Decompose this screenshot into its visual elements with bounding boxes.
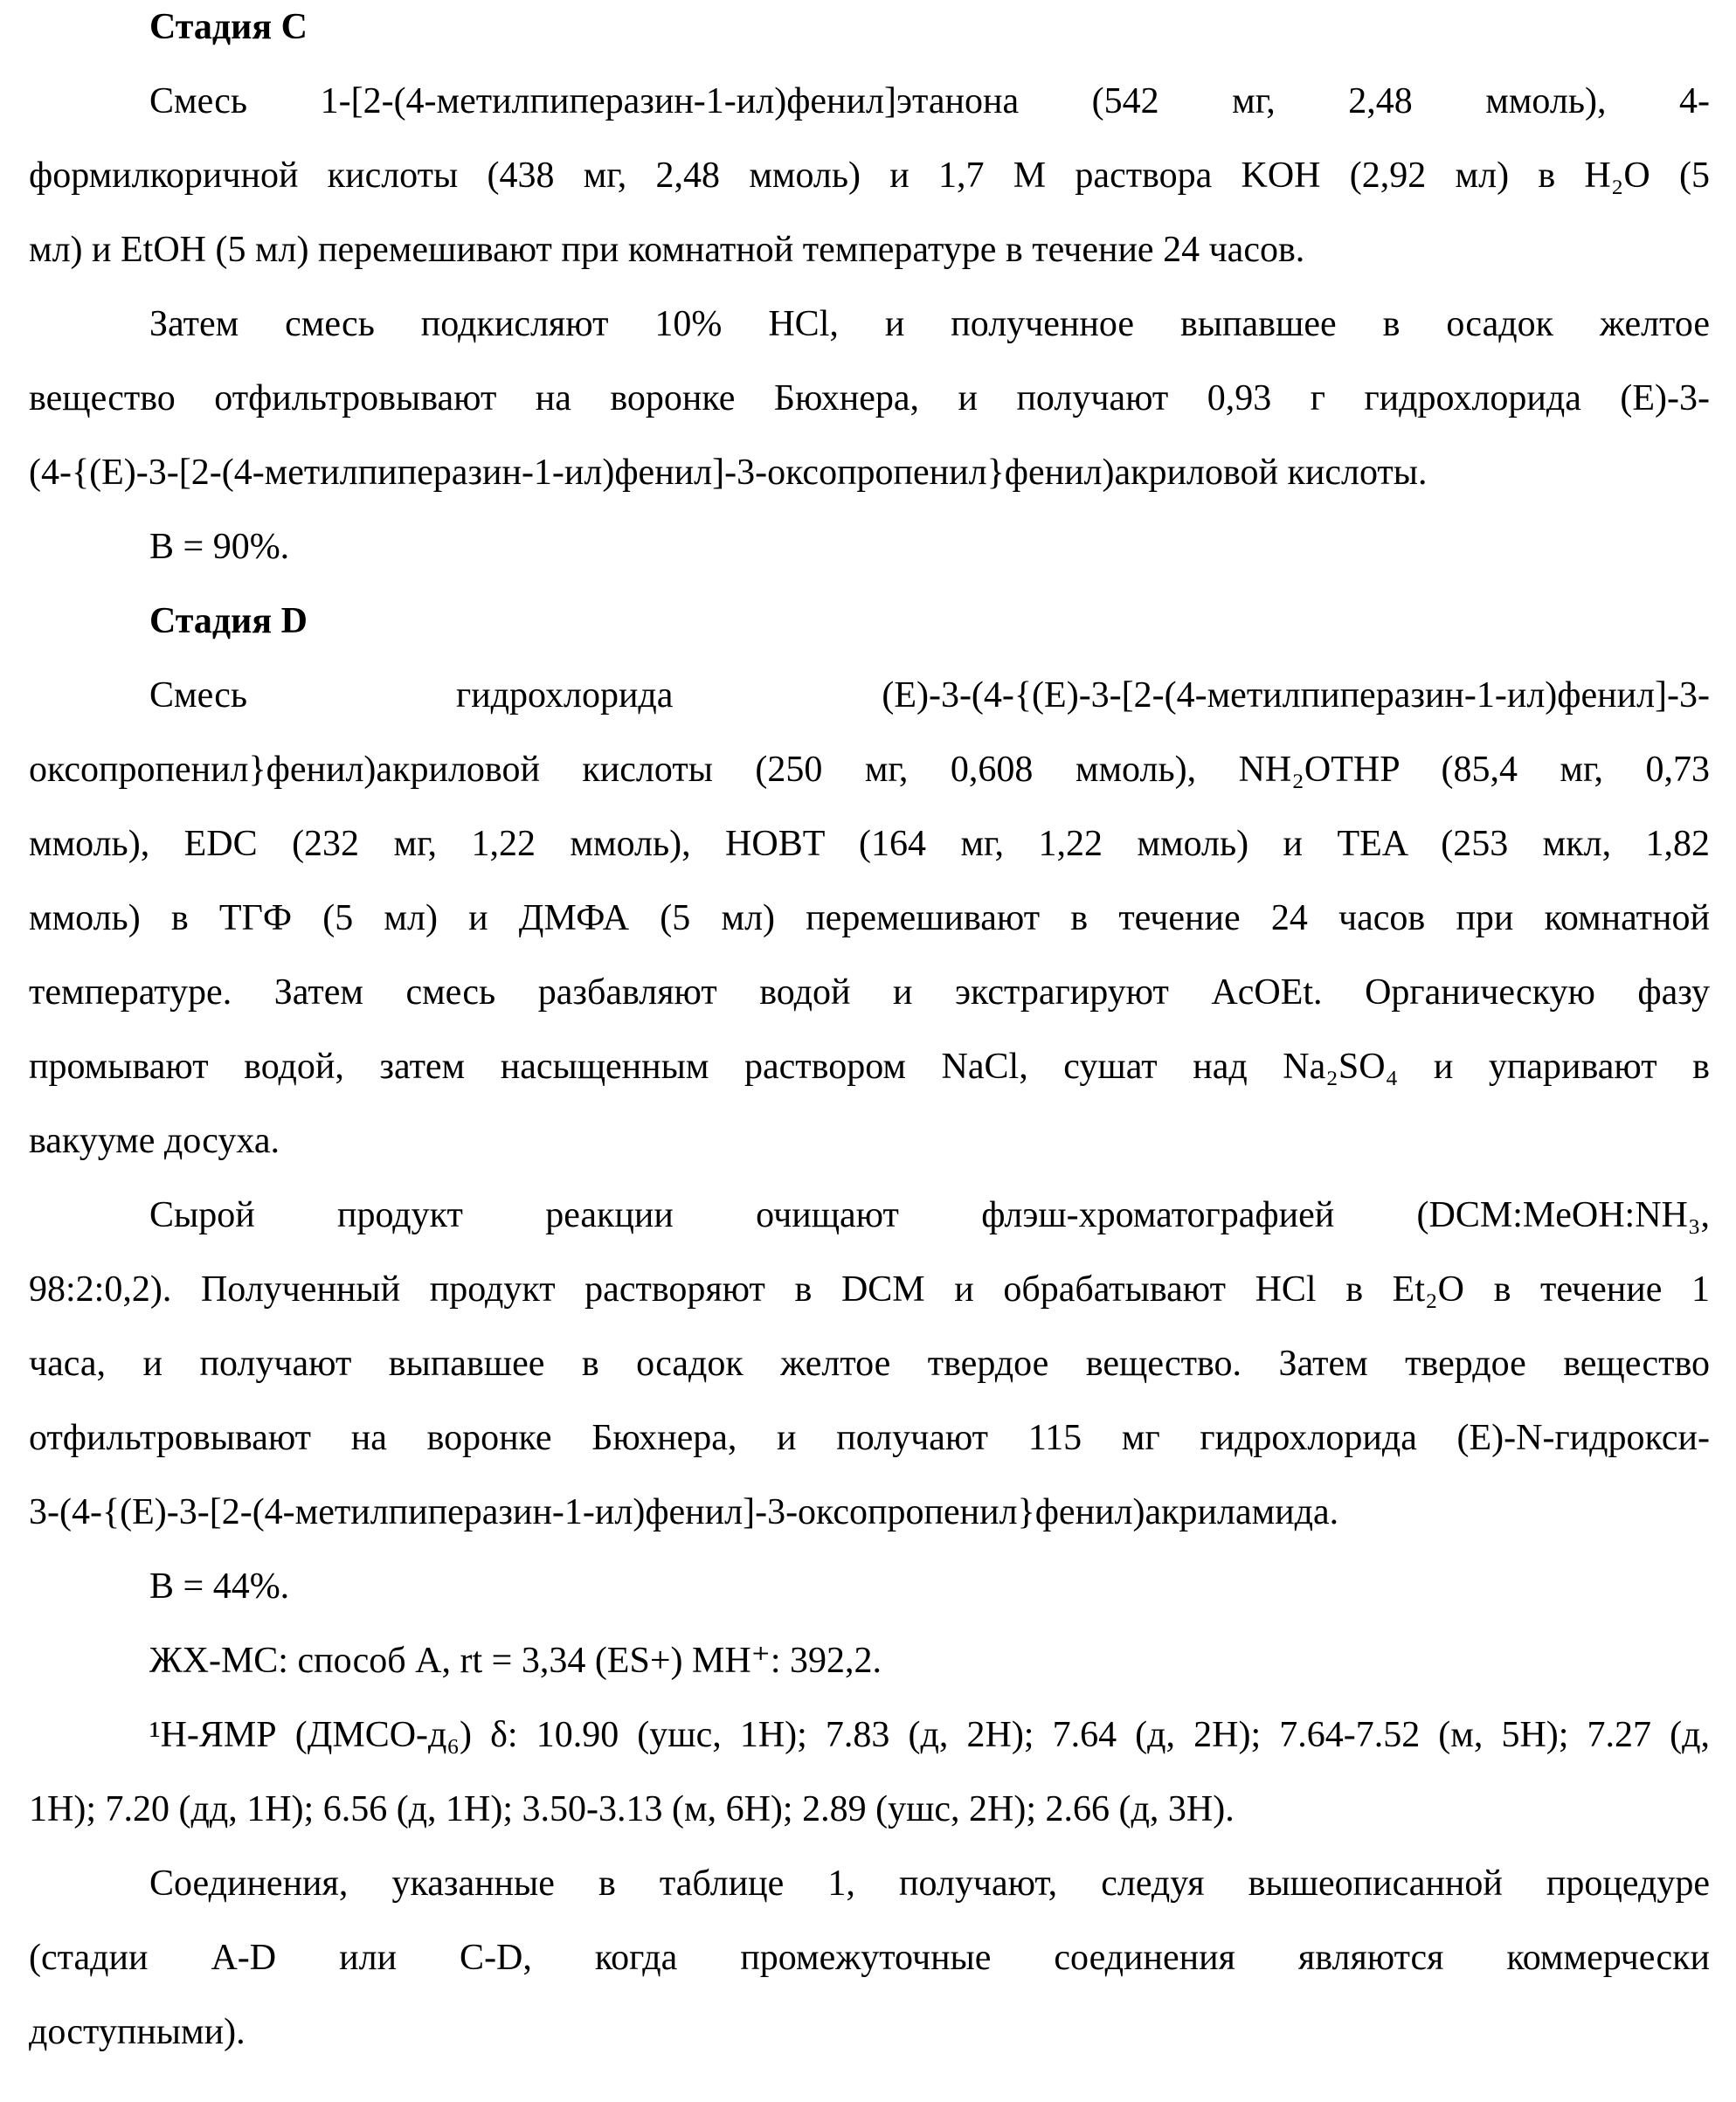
paragraph [29,1550,1710,1624]
text-line: В = 44%. [29,1550,1710,1624]
text-line: Стадия D [29,584,1710,659]
text-line: формилкоричной кислоты (438 мг, 2,48 ммоль) и 1,7 М раствора KOH (2,92 мл) в H₂O (5 [29,139,1710,213]
paragraph [29,1624,1710,1698]
text-line: 98:2:0,2). Полученный продукт растворяют в DCM и обрабатывают HCl в Et₂O в течение 1 [29,1253,1710,1327]
text-line: ммоль), EDC (232 мг, 1,22 ммоль), HOBT (164 мг, 1,22 ммоль) и TEA (253 мкл, 1,82 [29,807,1710,882]
text-line: оксопропенил}фенил)акриловой кислоты (250 мг, 0,608 ммоль), NH₂OTHP (85,4 мг, 0,73 [29,733,1710,807]
paragraph [29,659,1710,1179]
text-line: (стадии A-D или C-D, когда промежуточные соединения являются коммерчески [29,1921,1710,1995]
text-line: ммоль) в ТГФ (5 мл) и ДМФА (5 мл) перемешивают в течение 24 часов при комнатной [29,882,1710,956]
text-line: отфильтровывают на воронке Бюхнера, и получают 115 мг гидрохлорида (E)-N-гидрокси- [29,1401,1710,1476]
text-line: мл) и EtOH (5 мл) перемешивают при комнатной температуре в течение 24 часов. [29,213,1710,287]
text-line: часа, и получают выпавшее в осадок желтое твердое вещество. Затем твердое вещество [29,1327,1710,1401]
text-line: 1H); 7.20 (дд, 1H); 6.56 (д, 1H); 3.50-3.13 (м, 6H); 2.89 (ушс, 2H); 2.66 (д, 3H). [29,1773,1710,1847]
paragraph [29,1179,1710,1550]
text-line: Сырой продукт реакции очищают флэш-хроматографией (DCM:MeOH:NH₃, [29,1179,1710,1253]
text-line: Смесь гидрохлорида (E)-3-(4-{(E)-3-[2-(4-метилпиперазин-1-ил)фенил]-3- [29,659,1710,733]
text-line: Соединения, указанные в таблице 1, получают, следуя вышеописанной процедуре [29,1847,1710,1921]
section-heading [29,584,1710,659]
paragraph [29,287,1710,510]
text-line: вещество отфильтровывают на воронке Бюхнера, и получают 0,93 г гидрохлорида (E)-3- [29,362,1710,436]
section-heading [29,0,1710,65]
text-line: промывают водой, затем насыщенным раствором NaCl, сушат над Na₂SO₄ и упаривают в [29,1030,1710,1104]
text-line: ¹H-ЯМР (ДМСО-д₆) δ: 10.90 (ушс, 1H); 7.83 (д, 2H); 7.64 (д, 2H); 7.64-7.52 (м, 5H); 7.27 (д, [29,1698,1710,1773]
text-line: вакууме досуха. [29,1104,1710,1179]
document-page [29,0,1710,2070]
paragraph [29,1847,1710,2070]
text-line: Смесь 1-[2-(4-метилпиперазин-1-ил)фенил]этанона (542 мг, 2,48 ммоль), 4- [29,65,1710,139]
text-line: 3-(4-{(E)-3-[2-(4-метилпиперазин-1-ил)фенил]-3-оксопропенил}фенил)акриламида. [29,1476,1710,1550]
text-line: Затем смесь подкисляют 10% HCl, и полученное выпавшее в осадок желтое [29,287,1710,362]
paragraph [29,65,1710,287]
text-line: Стадия C [29,0,1710,65]
text-line: ЖХ-МС: способ А, rt = 3,34 (ES+) MH⁺: 392,2. [29,1624,1710,1698]
text-line: доступными). [29,1995,1710,2070]
text-line: В = 90%. [29,510,1710,584]
text-line: (4-{(E)-3-[2-(4-метилпиперазин-1-ил)фенил]-3-оксопропенил}фенил)акриловой кислоты. [29,436,1710,510]
text-line: температуре. Затем смесь разбавляют водой и экстрагируют AcOEt. Органическую фазу [29,956,1710,1030]
paragraph [29,510,1710,584]
paragraph [29,1698,1710,1847]
